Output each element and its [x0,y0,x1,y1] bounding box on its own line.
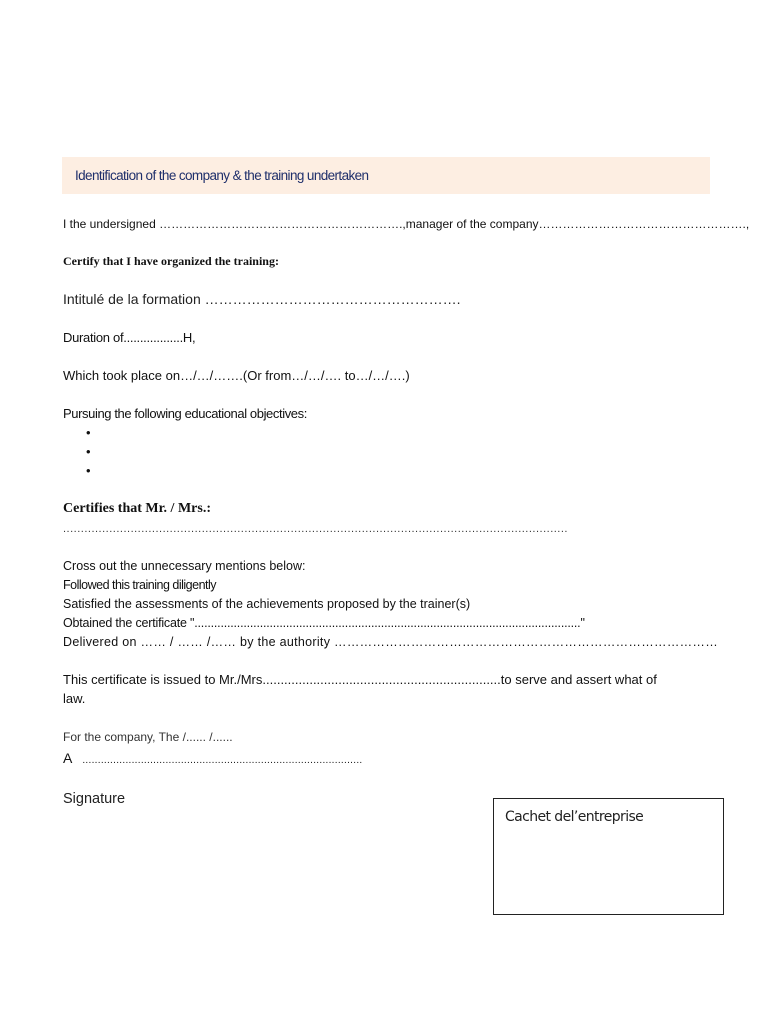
objective-bullet: • [86,463,91,478]
objectives-label: Pursuing the following educational objectives: [63,406,307,421]
duration-field: Duration of..................H, [63,330,196,345]
training-dates-field: Which took place on…/…/…….(Or from…/…/…. to…/…/….) [63,368,410,383]
section-title: Identification of the company & the training undertaken [75,168,369,183]
certificate-issued-statement: This certificate is issued to Mr./Mrs..................................................................to serve and assert what of law. [63,672,657,706]
undersigned-line [63,217,750,231]
signature-label: Signature [63,791,126,807]
company-manager-field: manager of the company……………………………………………., [405,217,750,231]
training-title-field: Intitulé de la formation ………………………………………………. [63,291,461,307]
section-header [62,157,710,194]
cross-out-instruction: Cross out the unnecessary mentions below: [63,559,306,573]
stamp-label: Cachet del’entreprise [505,809,644,825]
company-stamp-box [493,798,724,915]
place-line [63,750,362,766]
mention-obtained: Obtained the certificate "......................................................................................................................" [63,616,585,630]
trainee-name-line: .............................................................................................................................................. [63,523,568,535]
place-letter: A [63,750,73,766]
certifies-heading: Certifies that Mr. / Mrs.: [63,501,211,516]
place-dots: ........................................................................................... [82,755,363,766]
objective-bullet: • [86,425,91,440]
mention-followed: Followed this training diligently [63,578,217,592]
company-date-line: For the company, The /...... /...... [63,730,233,744]
mention-delivered: Delivered on …… / …… /…… by the authority ……………………………………………………………………………… [63,635,719,649]
undersigned-name-field: I the undersigned ……………………………………………………., [63,217,406,231]
certify-organized-heading: Certify that I have organized the training: [63,254,279,268]
mention-satisfied: Satisfied the assessments of the achievements proposed by the trainer(s) [63,597,471,611]
objective-bullet: • [86,444,91,459]
